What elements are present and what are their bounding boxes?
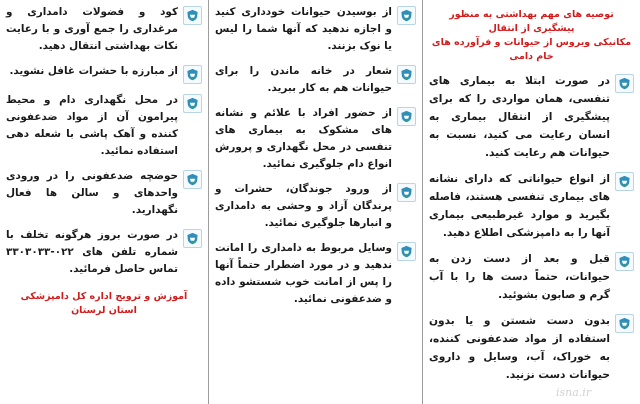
middle-item: [215, 63, 416, 97]
right-items-list: [429, 72, 634, 384]
middle-item: [215, 181, 416, 232]
middle-item-text: از بوسیدن حیوانات خودداری کنید و اجازه ندهید که آنها شما را لیس یا نوک بزنند.: [215, 6, 392, 52]
left-item-text: در صورت بروز هرگونه تخلف با شماره تلفن های ۰۲۲-۳۳۰۳۰۳۳ تماس حاصل فرمائید.: [6, 229, 178, 275]
left-item-text: حوضچه ضدعفونی را در ورودی واحدهای و سالن ها فعال نگهدارید.: [6, 170, 178, 216]
right-item-text: از انواع حیواناتی که دارای نشانه های بیماری تنفسی هستند، فاصله بگیرید و موارد غیرطبیعی بیماری آنها را به دامپزشکی اطلاع دهید.: [429, 173, 610, 239]
middle-item-text: شعار در خانه ماندن را برای حیوانات هم به کار ببرید.: [215, 65, 392, 94]
vet-logo-icon: [615, 74, 634, 93]
vet-logo-icon: [615, 172, 634, 191]
vet-logo-icon: [183, 65, 202, 84]
middle-item-text: وسایل مربوط به دامداری را امانت ندهید و در مورد اضطرار حتماً آنها را پس از امانت خوب شستشو داده و ضدعفونی نمائید.: [215, 242, 392, 305]
vet-logo-icon: [183, 229, 202, 248]
header-line-2: مکانیکی ویروس از حیوانات و فرآورده های خام دامی: [431, 37, 632, 62]
vet-logo-icon: [183, 170, 202, 189]
vet-logo-icon: [615, 252, 634, 271]
middle-item-text: از حضور افراد با علائم و نشانه های مشکوک به بیماری های تنفسی در محل نگهداری و پرورش انواع دام جلوگیری نمائید.: [215, 107, 392, 170]
vet-logo-icon: [397, 183, 416, 202]
left-item: [6, 4, 202, 55]
left-item: [6, 92, 202, 160]
middle-item-text: از ورود جوندگان، حشرات و پرندگان آزاد و وحشی به دامداری و انبارها جلوگیری نمائید.: [215, 183, 392, 229]
vet-logo-icon: [397, 242, 416, 261]
right-item: [429, 312, 634, 384]
right-item: [429, 72, 634, 162]
left-item: [6, 63, 202, 84]
right-item-text: در صورت ابتلا به بیماری های تنفسی، همان مواردی را که برای پیشگیری از انتقال بیماری به انسان رعایت می کنید، نسبت به حیوانات هم رعایت کنید.: [429, 75, 610, 159]
right-item-text: قبل و بعد از دست زدن به حیوانات، حتماً دست ها را با آب گرم و صابون بشوئید.: [429, 253, 610, 301]
middle-item: [215, 240, 416, 308]
left-item: [6, 227, 202, 278]
right-item: [429, 170, 634, 242]
header-line-1: توصیه های مهم بهداشتی به منظور پیشگیری از انتقال: [449, 9, 614, 34]
right-item: [429, 250, 634, 304]
middle-item: [215, 105, 416, 173]
vet-logo-icon: [397, 65, 416, 84]
watermark: isna.ir: [556, 386, 592, 399]
vet-logo-icon: [183, 6, 202, 25]
vet-logo-icon: [183, 94, 202, 113]
right-item-text: بدون دست شستن و یا بدون استفاده از مواد ضدعفونی کننده، به خوراک، آب، وسایل و داروی حیوانات دست نزنید.: [429, 315, 610, 381]
middle-item: [215, 4, 416, 55]
column-middle: [208, 0, 422, 404]
middle-items-list: [215, 4, 416, 308]
column-left: [0, 0, 208, 404]
column-right: [422, 0, 640, 404]
vet-logo-icon: [397, 107, 416, 126]
left-item: [6, 168, 202, 219]
left-item-text: از مبارزه با حشرات غافل نشوید.: [9, 65, 178, 77]
vet-logo-icon: [397, 6, 416, 25]
left-item-text: در محل نگهداری دام و محیط پیرامون آن از مواد ضدعفونی کننده و آهک پاشی با شعله دهی استفاده نمائید.: [6, 94, 178, 157]
footer-credit: آموزش و ترویج اداره کل دامپزشکی استان لرستان: [20, 291, 188, 316]
left-item-text: کود و فضولات دامداری و مرغداری را جمع آوری و با رعایت نکات بهداشتی انتقال دهید.: [6, 6, 178, 52]
flyer-header: [429, 8, 634, 64]
left-items-list: [6, 4, 202, 278]
vet-logo-icon: [615, 314, 634, 333]
